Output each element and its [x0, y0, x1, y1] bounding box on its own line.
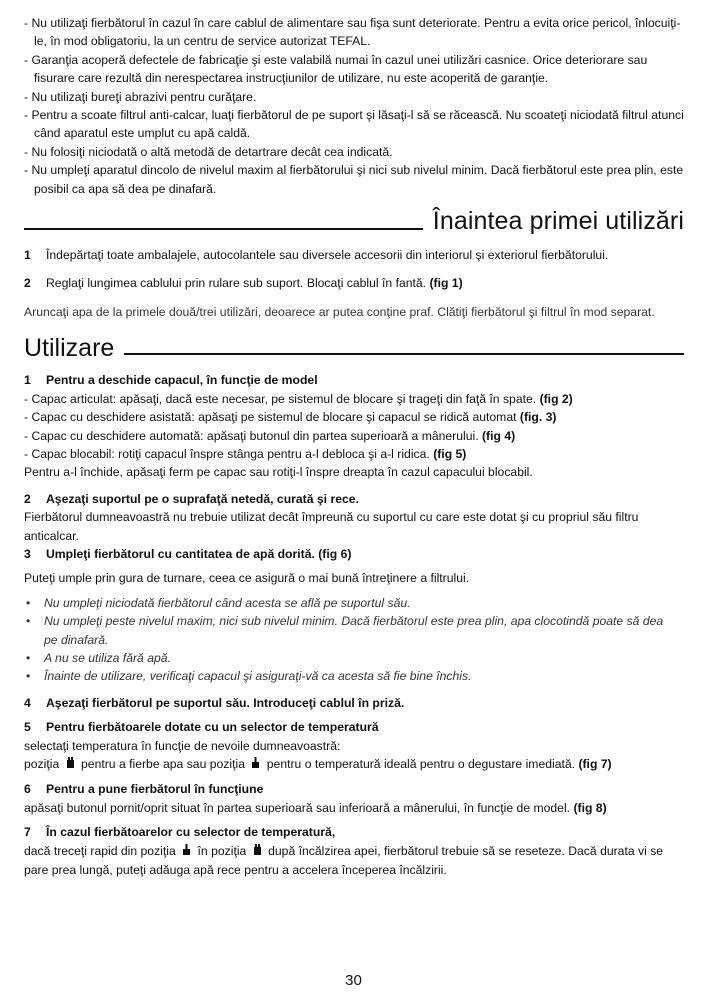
- figure-ref: (fig 8): [573, 800, 607, 815]
- section-title: Utilizare: [24, 334, 115, 363]
- caution-item: • Nu umpleţi peste nivelul maxim, nici sub nivelul minim. Dacă fierbătorul este prea plin, apa clocotindă poate să dea pe dinafară.: [24, 612, 684, 649]
- bullet-icon: •: [26, 650, 31, 665]
- bullet-icon: •: [26, 614, 31, 629]
- step-heading: [24, 694, 684, 712]
- step-number: 1: [24, 248, 31, 263]
- step-body: dacă treceţi rapid din poziţia în poziţia după încălzirea apei, fierbătorul trebuie să se reseteze. Dacă durata vi se pare prea lungă, puteţi adăuga apă rece pentru a accelera începerea încălzirii.: [24, 843, 664, 878]
- temperature-positions: poziţia pentru a fierbe apa sau poziţia pentru o temperatură ideală pentru o degustare imediată. (fig 7): [24, 755, 684, 774]
- step-number: 1: [24, 373, 31, 388]
- step-title: Pentru a deschide capacul, în funcţie de model: [46, 373, 318, 388]
- warnings-list: [24, 14, 684, 198]
- figure-ref: (fig 1): [429, 276, 463, 291]
- lid-option: - Capac cu deschidere asistată: apăsaţi pe sistemul de blocare şi capacul se ridică automat (fig. 3): [24, 410, 557, 425]
- kettle-boil-icon: [253, 843, 262, 861]
- warning-item: - Pentru a scoate filtrul anti-calcar, luaţi fierbătorul de pe suport şi lăsaţi-l să se răcească. Nu scoateţi niciodată filtrul atunci când aparatul este umplut cu apă caldă.: [24, 108, 684, 141]
- step-number: 2: [24, 276, 31, 291]
- page-number: 30: [345, 972, 362, 989]
- step-title: Umpleţi fierbătorul cu cantitatea de apă dorită. (fig 6): [46, 546, 352, 561]
- step-title: Aşezaţi fierbătorul pe suportul său. Introduceţi cablul în priză.: [46, 695, 405, 710]
- kettle-warm-icon: [182, 843, 191, 861]
- warning-item: - Nu utilizaţi fierbătorul în cazul în care cablul de alimentare sau fişa sunt deteriorate. Pentru a evita orice pericol, înlocuiţi-le, în mod obligatoriu, la un centru de service autorizat TEFAL.: [24, 16, 681, 49]
- step-item: [24, 274, 684, 292]
- lid-option: - Capac cu deschidere automată: apăsaţi butonul din partea superioară a mânerului. (fig 4): [24, 428, 516, 443]
- step-title: În cazul fierbătoarelor cu selector de temperatură,: [46, 825, 336, 840]
- lid-option: - Capac articulat: apăsaţi, dacă este necesar, pe sistemul de blocare şi trageţi din faţă în spate. (fig 2): [24, 391, 573, 406]
- warning-item: - Nu umpleţi aparatul dincolo de nivelul maxim al fierbătorului şi nici sub nivelul minim. Dacă fierbătorul este prea plin, este posibil ca apa să dea pe dinafară.: [24, 163, 684, 196]
- step-heading: [24, 823, 684, 841]
- page-content: [24, 14, 684, 879]
- step-heading: [24, 371, 684, 389]
- warning-item: - Nu folosiţi niciodată o altă metodă de detartrare decât cea indicată.: [24, 144, 393, 159]
- caution-list: [24, 594, 684, 686]
- section-heading-usage: [24, 329, 684, 363]
- section-heading-before-first-use: [24, 202, 684, 236]
- step-number: 5: [24, 720, 31, 735]
- figure-ref: (fig 4): [482, 428, 516, 443]
- warning-item: - Nu utilizaţi bureţi abrazivi pentru curăţare.: [24, 89, 257, 104]
- step-heading: [24, 490, 684, 508]
- caution-item: • Nu umpleţi niciodată fierbătorul când acesta se află pe suportul său.: [24, 594, 684, 612]
- step-number: 7: [24, 825, 31, 840]
- warning-item: - Garanţia acoperă defectele de fabricaţie şi este valabilă numai în cazul unei utilizări casnice. Orice deteriorare sau fisurare care rezultă din nerespectarea instrucţiunilor de utilizare, nu este acoperită de garanţie.: [24, 52, 648, 86]
- figure-ref: (fig 5): [433, 446, 467, 461]
- note-text: Aruncaţi apa de la primele două/trei utilizări, deoarece ar putea conţine praf. Clătiţi fierbătorul şi filtrul în mod separat.: [24, 304, 655, 319]
- step-heading: [24, 545, 684, 563]
- caution-item: • A nu se utiliza fără apă.: [24, 649, 684, 667]
- heading-rule: [124, 353, 684, 355]
- lid-close-text: Pentru a-l închide, apăsaţi ferm pe capac sau rotiţi-l înspre dreapta în cazul capacului blocabil.: [24, 465, 533, 480]
- step-title: Pentru fierbătoarele dotate cu un selector de temperatură: [46, 720, 379, 735]
- step-number: 2: [24, 491, 31, 506]
- step-number: 4: [24, 695, 31, 710]
- step-body: selectaţi temperatura în funcţie de nevoile dumneavoastră:: [24, 738, 341, 753]
- lid-option: - Capac blocabil: rotiţi capacul înspre stânga pentru a-l debloca şi a-l ridica. (fig 5): [24, 446, 467, 461]
- figure-ref: (fig. 3): [519, 410, 557, 425]
- step-item: [24, 246, 684, 264]
- step-heading: [24, 718, 684, 736]
- step-text: Îndepărtaţi toate ambalajele, autocolantele sau diversele accesorii din interiorul şi exteriorul fierbătorului.: [46, 248, 609, 263]
- step-heading: [24, 780, 684, 798]
- step-body: Puteţi umple prin gura de turnare, ceea ce asigură o mai bună întreţinere a filtrului.: [24, 571, 470, 586]
- caution-item: • Înainte de utilizare, verificaţi capacul şi asiguraţi-vă ca acesta să fie bine închis.: [24, 667, 684, 685]
- section-title: Înaintea primei utilizări: [432, 207, 684, 236]
- figure-ref: (fig 7): [578, 757, 612, 771]
- bullet-icon: •: [26, 595, 31, 610]
- step-title: Aşezaţi suportul pe o suprafaţă netedă, curată şi rece.: [46, 491, 359, 506]
- heading-rule: [24, 228, 423, 230]
- step-number: 6: [24, 782, 31, 797]
- step-text: Reglaţi lungimea cablului prin rulare sub suport. Blocaţi cablul în fantă. (fig 1): [46, 276, 463, 291]
- bullet-icon: •: [26, 669, 31, 684]
- figure-ref: (fig 2): [539, 391, 573, 406]
- kettle-warm-icon: [251, 756, 260, 774]
- step-title: Pentru a pune fierbătorul în funcţiune: [46, 782, 264, 797]
- step-body: apăsaţi butonul pornit/oprit situat în partea superioară sau inferioară a mânerului, în funcţie de model. (fig 8): [24, 800, 607, 815]
- step-body: Fierbătorul dumneavoastră nu trebuie utilizat decât împreună cu suportul cu care este dotat şi cu propriul său filtru anticalcar.: [24, 510, 639, 543]
- kettle-boil-icon: [66, 756, 75, 774]
- step-number: 3: [24, 546, 31, 561]
